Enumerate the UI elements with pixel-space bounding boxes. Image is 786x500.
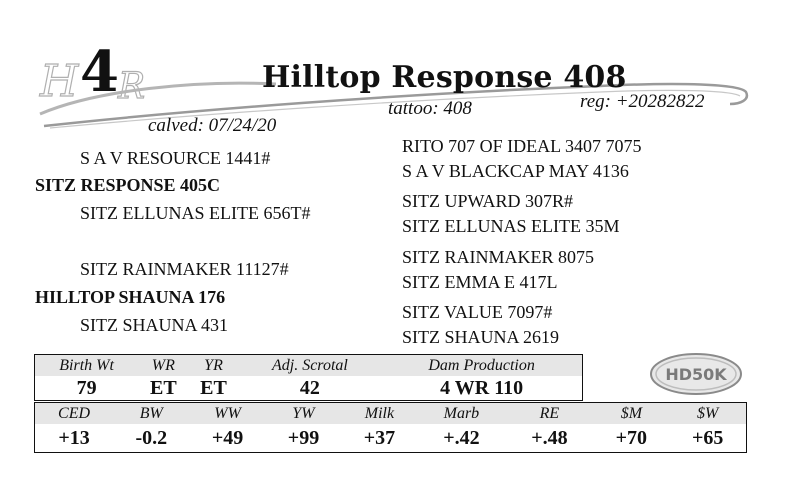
ced-value: +13 (58, 426, 90, 449)
header-yw: YW (266, 403, 342, 425)
header-adj-scrotal: Adj. Scrotal (239, 355, 382, 377)
yw-value: +99 (287, 426, 320, 449)
pedigree-ancestor: SITZ UPWARD 307R# (402, 191, 574, 211)
pedigree-ancestor: SITZ ELLUNAS ELITE 35M (402, 216, 620, 236)
re-value: +.48 (531, 426, 568, 449)
hd50k-badge (648, 350, 744, 398)
pedigree-ancestor: RITO 707 OF IDEAL 3407 7075 (402, 136, 642, 156)
pedigree-dam: HILLTOP SHAUNA 176 (35, 287, 226, 307)
svg-text:H: H (40, 56, 79, 107)
svg-text:R: R (118, 66, 146, 107)
hd50k-label: HD50K (665, 365, 727, 384)
performance-header-row (35, 355, 583, 377)
header-wr: WR (138, 355, 188, 377)
wr-value: ET (149, 376, 177, 399)
header-ced: CED (35, 403, 114, 425)
pedigree-ancestor: S A V BLACKCAP MAY 4136 (402, 161, 629, 181)
epd-table (34, 402, 747, 453)
calved-date: calved: 07/24/20 (148, 115, 277, 136)
pedigree-sire-dam: SITZ ELLUNAS ELITE 656T# (80, 203, 311, 223)
pedigree-sire-sire: S A V RESOURCE 1441# (80, 148, 271, 168)
epd-header-row (35, 403, 747, 425)
tattoo-number: tattoo: 408 (388, 98, 472, 119)
marb-value: +.42 (443, 426, 480, 449)
performance-value-row (35, 376, 583, 401)
pedigree-sire: SITZ RESPONSE 405C (35, 175, 221, 195)
header-ww: WW (190, 403, 266, 425)
header-dam-production: Dam Production (381, 355, 582, 377)
milk-value: +37 (363, 426, 396, 449)
birth-weight-value: 79 (76, 376, 97, 399)
pedigree-dam-dam: SITZ SHAUNA 431 (80, 315, 229, 335)
ww-value: +49 (211, 426, 244, 449)
header-dollar-m: $M (593, 403, 669, 425)
header-bw: BW (113, 403, 190, 425)
bw-value: -0.2 (135, 426, 168, 449)
header-marb: Marb (417, 403, 505, 425)
dollar-m-value: +70 (615, 426, 648, 449)
pedigree-ancestor: SITZ EMMA E 417L (402, 272, 558, 292)
pedigree-ancestor: SITZ VALUE 7097# (402, 302, 553, 322)
header-re: RE (505, 403, 593, 425)
header-yr: YR (188, 355, 238, 377)
registration-number: reg: +20282822 (580, 91, 705, 112)
animal-name: Hilltop Response 408 (262, 60, 627, 95)
lot-number: 4 (80, 39, 119, 105)
header-dollar-w: $W (669, 403, 746, 425)
adj-scrotal-value: 42 (299, 376, 320, 399)
pedigree-ancestor: SITZ SHAUNA 2619 (402, 327, 560, 347)
yr-value: ET (200, 376, 227, 399)
pedigree-dam-sire: SITZ RAINMAKER 11127# (80, 259, 289, 279)
dam-production-value: 4 WR 110 (440, 376, 524, 399)
performance-table (34, 354, 583, 401)
pedigree-ancestor: SITZ RAINMAKER 8075 (402, 247, 594, 267)
header-milk: Milk (341, 403, 417, 425)
epd-value-row (35, 424, 747, 453)
dollar-w-value: +65 (691, 426, 724, 449)
header-birth-weight: Birth Wt (35, 355, 139, 377)
